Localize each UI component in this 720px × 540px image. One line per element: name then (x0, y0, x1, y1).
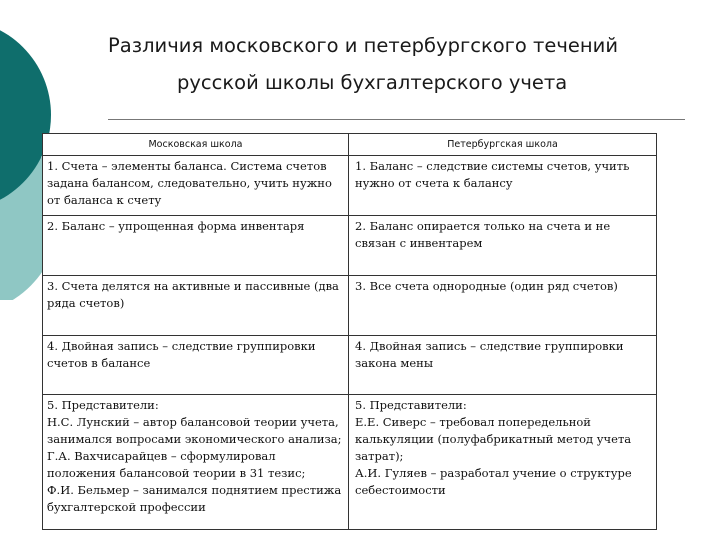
rep-spb-sivers: Е.Е. Сиверс – требовал попередельной калькуляции (полуфабрикатный метод учета затрат); (355, 415, 632, 463)
rep-spb-heading: 5. Представители: (355, 398, 467, 412)
comparison-table (42, 133, 657, 530)
rep-moscow-heading: 5. Представители: (47, 398, 159, 412)
cell-moscow: 3. Счета делятся на активные и пассивные (два ряда счетов) (43, 276, 349, 336)
title-line-1: Различия московского и петербургского течений (108, 34, 619, 57)
table-row (43, 276, 657, 336)
cell-moscow: 2. Баланс – упрощенная форма инвентаря (43, 216, 349, 276)
cell-petersburg: 3. Все счета однородные (один ряд счетов) (349, 276, 657, 336)
header-petersburg: Петербургская школа (349, 134, 657, 156)
title-line-2: русской школы бухгалтерского учета (177, 71, 568, 94)
table-row (43, 156, 657, 216)
rep-moscow-vakhchisaraytsev: Г.А. Вахчисарайцев – сформулировал положения балансовой теории в 31 тезис; (47, 449, 306, 480)
cell-petersburg: 4. Двойная запись – следствие группировки закона мены (349, 336, 657, 395)
header-row (43, 134, 657, 156)
cell-moscow-representatives (43, 395, 349, 530)
rep-moscow-lunsky: Н.С. Лунский – автор балансовой теории учета, занимался вопросами экономического анализа; (47, 415, 342, 446)
rep-moscow-belmer: Ф.И. Бельмер – занимался поднятием престижа бухгалтерской профессии (47, 483, 342, 514)
header-moscow: Московская школа (43, 134, 349, 156)
cell-moscow: 4. Двойная запись – следствие группировки счетов в балансе (43, 336, 349, 395)
table-row (43, 336, 657, 395)
cell-petersburg: 1. Баланс – следствие системы счетов, учить нужно от счета к балансу (349, 156, 657, 216)
cell-petersburg-representatives (349, 395, 657, 530)
representatives-row (43, 395, 657, 530)
title-divider (108, 119, 685, 120)
cell-moscow: 1. Счета – элементы баланса. Система счетов задана балансом, следовательно, учить нужно от баланса к счету (43, 156, 349, 216)
table-row (43, 216, 657, 276)
cell-petersburg: 2. Баланс опирается только на счета и не связан с инвентарем (349, 216, 657, 276)
rep-spb-gulyaev: А.И. Гуляев – разработал учение о структуре себестоимости (355, 466, 632, 497)
